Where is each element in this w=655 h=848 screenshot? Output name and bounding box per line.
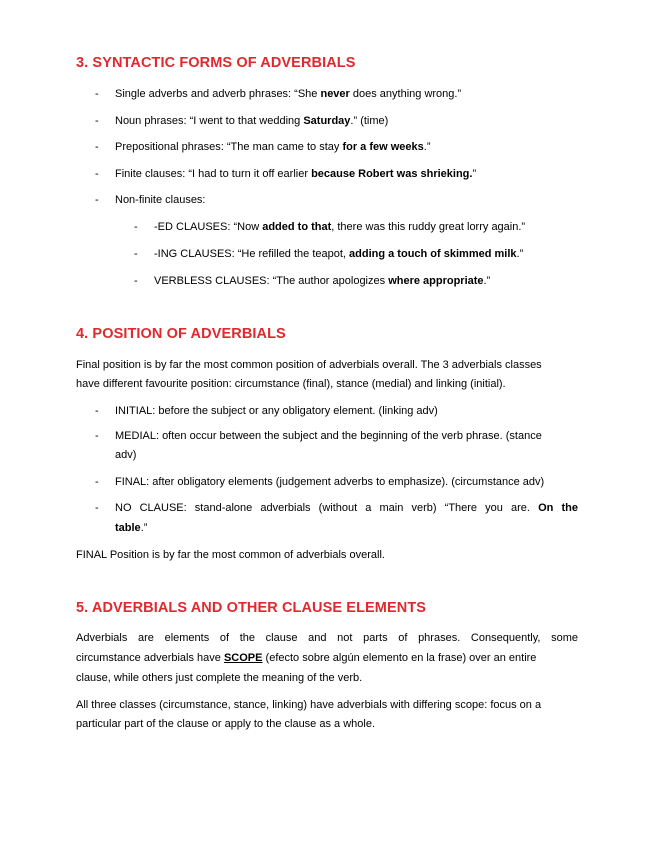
bullet: -: [95, 476, 99, 488]
section-5-heading: 5. ADVERBIALS AND OTHER CLAUSE ELEMENTS: [76, 600, 427, 616]
bullet: -: [95, 88, 99, 100]
list-item: Finite clauses: “I had to turn it off earlier because Robert was shrieking.”: [115, 168, 477, 180]
section-3-heading: 3. SYNTACTIC FORMS OF ADVERBIALS: [76, 55, 356, 71]
sub-list-item: -ED CLAUSES: “Now added to that, there was this ruddy great lorry again.”: [154, 221, 526, 233]
bullet: -: [95, 168, 99, 180]
list-item: NO CLAUSE: stand-alone adverbials (without a main verb) “There you are. On the: [115, 502, 578, 514]
list-item-continuation: table.”: [115, 522, 148, 534]
list-item: Non-finite clauses:: [115, 194, 206, 206]
bullet: -: [134, 221, 138, 233]
bullet: -: [95, 405, 99, 417]
paragraph-line: Final position is by far the most common position of adverbials overall. The 3 adverbials classes: [76, 359, 542, 371]
bullet: -: [134, 275, 138, 287]
paragraph-line: particular part of the clause or apply to the clause as a whole.: [76, 718, 376, 730]
bullet: -: [95, 141, 99, 153]
list-item: MEDIAL: often occur between the subject and the beginning of the verb phrase. (stance: [115, 430, 542, 442]
list-item: Noun phrases: “I went to that wedding Saturday.” (time): [115, 115, 389, 127]
paragraph-line: clause, while others just complete the meaning of the verb.: [76, 672, 363, 684]
list-item: Prepositional phrases: “The man came to stay for a few weeks.”: [115, 141, 431, 153]
paragraph-line: FINAL Position is by far the most common of adverbials overall.: [76, 549, 385, 561]
bullet: -: [95, 115, 99, 127]
paragraph-line: All three classes (circumstance, stance, linking) have adverbials with differing scope: focus on a: [76, 699, 542, 711]
bullet: -: [95, 430, 99, 442]
sub-list-item: VERBLESS CLAUSES: “The author apologizes where appropriate.”: [154, 275, 491, 287]
bullet: -: [134, 248, 138, 260]
list-item: FINAL: after obligatory elements (judgement adverbs to emphasize). (circumstance adv): [115, 476, 545, 488]
list-item-continuation: adv): [115, 449, 137, 461]
section-4-heading: 4. POSITION OF ADVERBIALS: [76, 326, 286, 342]
sub-list-item: -ING CLAUSES: “He refilled the teapot, adding a touch of skimmed milk.”: [154, 248, 524, 260]
bullet: -: [95, 502, 99, 514]
paragraph-line: have different favourite position: circumstance (final), stance (medial) and linking (initial).: [76, 378, 506, 390]
list-item: Single adverbs and adverb phrases: “She never does anything wrong.”: [115, 88, 462, 100]
list-item: INITIAL: before the subject or any obligatory element. (linking adv): [115, 405, 438, 417]
paragraph-line: circumstance adverbials have SCOPE (efecto sobre algún elemento en la frase) over an entire: [76, 652, 537, 664]
bullet: -: [95, 194, 99, 206]
paragraph-line: Adverbials are elements of the clause and not parts of phrases. Consequently, some: [76, 632, 578, 644]
